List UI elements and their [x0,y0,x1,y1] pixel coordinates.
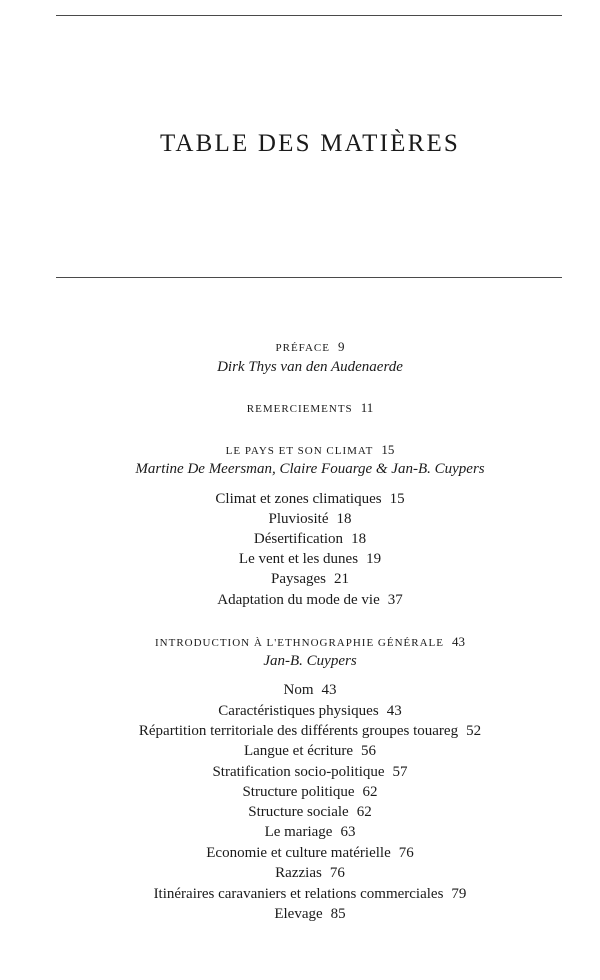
toc-entry [0,782,600,802]
toc-entry-page: 56 [361,743,377,759]
toc-entry-label: Pluviosité [268,511,329,527]
toc-entry-label: Climat et zones climatiques [215,491,382,507]
page-title: TABLE DES MATIÈRES [159,130,461,157]
section-heading-label: PRÉFACE [275,342,330,354]
toc-entry-page: 79 [451,886,467,902]
toc-entry [0,822,600,842]
toc-entry-page: 18 [336,511,352,527]
toc-entry-page: 19 [366,551,382,567]
toc-entry [0,863,600,883]
toc-entry [0,680,600,700]
section-author: Dirk Thys van den Audenaerde [217,359,403,375]
toc-entry-label: Elevage [274,906,323,922]
section-page-number: 9 [337,339,345,354]
toc-entry-label: Razzias [275,865,322,881]
toc-entry-page: 43 [321,682,337,698]
toc-entry-label: Nom [283,682,314,698]
section-author: Martine De Meersman, Claire Fouarge & Jan-B. Cuypers [135,461,485,477]
toc-entry-label: Le mariage [264,824,333,840]
toc-entry-label: Itinéraires caravaniers et relations commerciales [153,886,444,902]
toc-entry [0,762,600,782]
toc-entry-label: Répartition territoriale des différents groupes touareg [138,723,459,739]
toc-entry-page: 15 [389,491,405,507]
toc-entry [0,549,600,569]
toc-entry [0,569,600,589]
toc-entry-label: Structure sociale [248,804,349,820]
title-rule [56,277,562,278]
section-heading-introduction [0,632,600,653]
toc-entry-label: Structure politique [242,784,355,800]
toc-entry-page: 18 [351,531,367,547]
section-page-number: 15 [381,442,395,457]
section-heading-label: REMERCIEMENTS [246,403,353,415]
toc-entry [0,802,600,822]
section-author: Jan-B. Cuypers [263,653,357,669]
section-heading-preface [0,337,600,358]
toc-entry-label: Adaptation du mode de vie [217,592,380,608]
toc-entry-page: 63 [340,824,356,840]
toc-entry-label: Le vent et les dunes [238,551,359,567]
toc-entry-page: 57 [392,764,408,780]
section-page-number: 43 [451,634,465,649]
toc-entry-page: 76 [329,865,345,881]
toc-entry-page: 21 [334,571,349,587]
toc-entry [0,884,600,904]
toc-entry-label: Economie et culture matérielle [206,845,391,861]
top-rule [56,15,562,16]
toc-entry [0,741,600,761]
toc-entry-page: 37 [387,592,403,608]
toc-entry-page: 76 [398,845,414,861]
toc-entry [0,904,600,924]
toc-entry-label: Paysages [271,571,326,587]
section-heading-remerciements [0,398,600,419]
toc-entry-page: 43 [386,703,402,719]
toc-entry [0,701,600,721]
toc-entry [0,509,600,529]
toc-entry-label: Caractéristiques physiques [218,703,379,719]
toc-entry-page: 85 [330,906,346,922]
section-heading-label: INTRODUCTION À L'ETHNOGRAPHIE GÉNÉRALE [155,637,444,649]
toc-entry [0,489,600,509]
toc-entry-page: 62 [362,784,378,800]
toc-entry [0,721,600,741]
toc-entry [0,843,600,863]
toc-entry [0,529,600,549]
section-heading-le-pays [0,440,600,461]
toc-entry [0,590,600,610]
toc-entry-label: Désertification [253,531,344,547]
toc-entry-page: 62 [356,804,372,820]
toc-entry-page: 52 [466,723,482,739]
toc-entry-label: Langue et écriture [243,743,354,759]
section-page-number: 11 [360,400,374,415]
section-heading-label: LE PAYS ET SON CLIMAT [225,445,374,457]
toc-entry-label: Stratification socio-politique [212,764,385,780]
